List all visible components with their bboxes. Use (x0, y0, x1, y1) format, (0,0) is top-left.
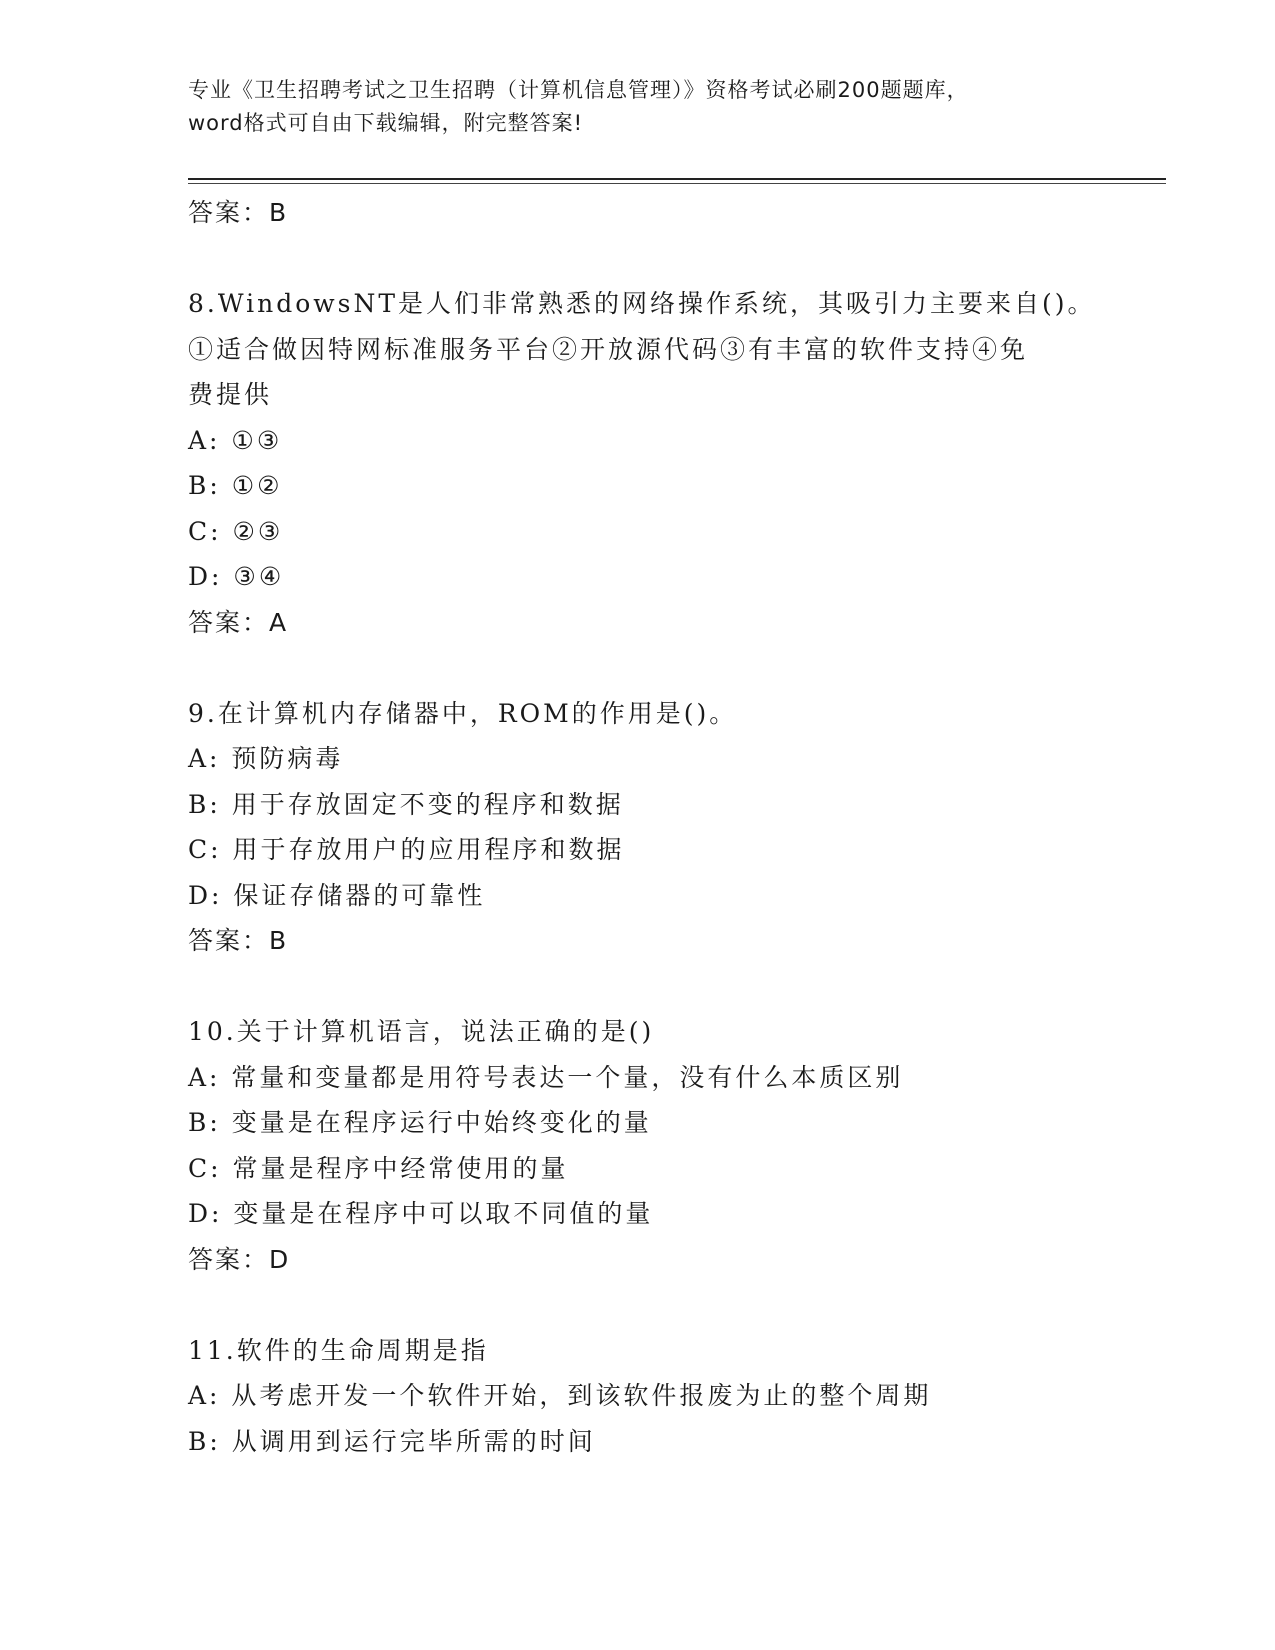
option-c: C: 用于存放用户的应用程序和数据 (188, 835, 625, 864)
option-d: D: 变量是在程序中可以取不同值的量 (188, 1199, 654, 1228)
option-d: D: ③④ (188, 562, 285, 591)
option-a: A: 预防病毒 (188, 744, 344, 773)
header-divider-thick (188, 178, 1166, 180)
question-item (188, 281, 1096, 646)
question-text: 10.关于计算机语言，说法正确的是() (188, 1017, 655, 1046)
option-b: B: 用于存放固定不变的程序和数据 (188, 789, 624, 819)
option-b: B: 变量是在程序运行中始终变化的量 (188, 1108, 652, 1137)
answer-line: 答案：D (188, 1244, 291, 1274)
question-text: ①适合做因特网标准服务平台②开放源代码③有丰富的软件支持④免 (188, 334, 1029, 364)
question-text: 9.在计算机内存储器中，ROM的作用是()。 (188, 698, 738, 728)
question-list (188, 190, 1096, 1464)
answer-line: 答案：B (188, 926, 289, 955)
question-text: 费提供 (188, 380, 273, 409)
document-header (188, 74, 1088, 140)
option-c: C: 常量是程序中经常使用的量 (188, 1153, 569, 1183)
option-b: B: ①② (188, 471, 283, 500)
question-item (188, 1009, 1088, 1283)
option-a: A: ①③ (188, 425, 283, 455)
question-text: 8.WindowsNT是人们非常熟悉的网络操作系统，其吸引力主要来自()。 (188, 289, 1096, 318)
header-line-2: word格式可自由下载编辑，附完整答案! (188, 111, 584, 135)
option-c: C: ②③ (188, 516, 284, 546)
option-d: D: 保证存储器的可靠性 (188, 880, 486, 910)
answer-line: 答案：A (188, 607, 289, 637)
header-line-1: 专业《卫生招聘考试之卫生招聘（计算机信息管理）》资格考试必刷200题题库， (188, 78, 969, 102)
answer-line: 答案：B (188, 198, 289, 227)
header-divider-thin (188, 183, 1166, 184)
question-item (188, 691, 1088, 965)
question-text: 11.软件的生命周期是指 (188, 1335, 489, 1365)
option-a: A: 从考虑开发一个软件开始，到该软件报废为止的整个周期 (188, 1381, 932, 1410)
option-a: A: 常量和变量都是用符号表达一个量，没有什么本质区别 (188, 1062, 904, 1092)
option-b: B: 从调用到运行完毕所需的时间 (188, 1426, 596, 1456)
question-item (188, 1328, 1088, 1465)
